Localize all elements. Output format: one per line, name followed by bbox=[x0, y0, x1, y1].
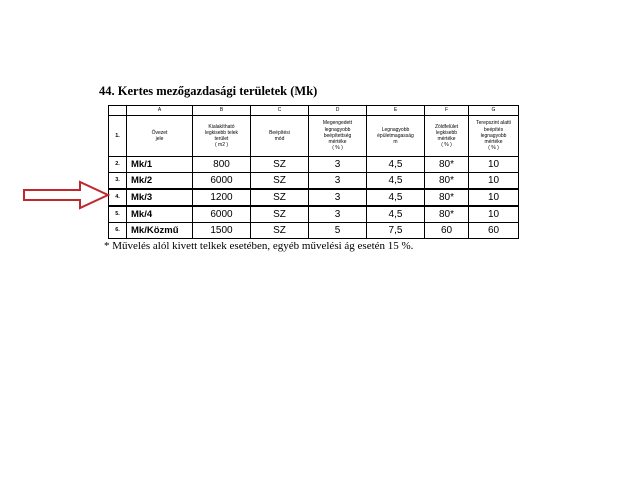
green-cell: 80* bbox=[425, 206, 469, 223]
height-cell: 4,5 bbox=[367, 157, 425, 173]
mode-cell: SZ bbox=[251, 189, 309, 206]
area-cell: 800 bbox=[193, 157, 251, 173]
column-header-underground: Terepszint alatti beépítés legnagyobb mértéke ( % ) bbox=[469, 116, 519, 157]
table-row bbox=[109, 173, 519, 190]
corner-cell bbox=[109, 106, 127, 116]
column-header-mode: Beépítési mód bbox=[251, 116, 309, 157]
table-row-highlighted bbox=[109, 189, 519, 206]
zone-cell: Mk/2 bbox=[127, 173, 193, 190]
column-header-height: Legnagyobb épületmagasság m bbox=[367, 116, 425, 157]
area-cell: 6000 bbox=[193, 173, 251, 190]
density-cell: 5 bbox=[309, 223, 367, 239]
height-cell: 7,5 bbox=[367, 223, 425, 239]
column-letter-row bbox=[109, 106, 519, 116]
zone-cell: Mk/4 bbox=[127, 206, 193, 223]
underground-cell: 60 bbox=[469, 223, 519, 239]
row-number: 4. bbox=[109, 189, 127, 206]
row-number: 2. bbox=[109, 157, 127, 173]
green-cell: 80* bbox=[425, 173, 469, 190]
density-cell: 3 bbox=[309, 189, 367, 206]
column-letter: C bbox=[251, 106, 309, 116]
area-cell: 1500 bbox=[193, 223, 251, 239]
table-row bbox=[109, 157, 519, 173]
row-number: 1. bbox=[109, 116, 127, 157]
column-header-zone: Övezet jele bbox=[127, 116, 193, 157]
density-cell: 3 bbox=[309, 206, 367, 223]
mode-cell: SZ bbox=[251, 173, 309, 190]
height-cell: 4,5 bbox=[367, 189, 425, 206]
row-number: 5. bbox=[109, 206, 127, 223]
header-row bbox=[109, 116, 519, 157]
column-letter: E bbox=[367, 106, 425, 116]
height-cell: 4,5 bbox=[367, 173, 425, 190]
row-number: 3. bbox=[109, 173, 127, 190]
mode-cell: SZ bbox=[251, 206, 309, 223]
underground-cell: 10 bbox=[469, 173, 519, 190]
mode-cell: SZ bbox=[251, 223, 309, 239]
column-letter: D bbox=[309, 106, 367, 116]
table-row bbox=[109, 206, 519, 223]
density-cell: 3 bbox=[309, 173, 367, 190]
footnote: * Művelés alól kivett telkek esetében, egyéb művelési ág esetén 15 %. bbox=[104, 240, 414, 252]
column-header-green: Zöldfelület legkisebb mértéke ( % ) bbox=[425, 116, 469, 157]
density-cell: 3 bbox=[309, 157, 367, 173]
underground-cell: 10 bbox=[469, 206, 519, 223]
height-cell: 4,5 bbox=[367, 206, 425, 223]
zone-cell: Mk/Közmű bbox=[127, 223, 193, 239]
column-letter: B bbox=[193, 106, 251, 116]
column-letter: F bbox=[425, 106, 469, 116]
underground-cell: 10 bbox=[469, 157, 519, 173]
area-cell: 1200 bbox=[193, 189, 251, 206]
green-cell: 80* bbox=[425, 157, 469, 173]
zone-cell: Mk/3 bbox=[127, 189, 193, 206]
column-letter: A bbox=[127, 106, 193, 116]
column-header-density: Megengedett legnagyobb beépítettség mértéke ( % ) bbox=[309, 116, 367, 157]
green-cell: 80* bbox=[425, 189, 469, 206]
column-header-area: Kialakítható legkisebb telek terület ( m2 ) bbox=[193, 116, 251, 157]
row-number: 6. bbox=[109, 223, 127, 239]
green-cell: 60 bbox=[425, 223, 469, 239]
section-title: 44. Kertes mezőgazdasági területek (Mk) bbox=[99, 84, 318, 98]
column-letter: G bbox=[469, 106, 519, 116]
zone-cell: Mk/1 bbox=[127, 157, 193, 173]
mode-cell: SZ bbox=[251, 157, 309, 173]
regulations-table bbox=[108, 105, 519, 239]
table-row bbox=[109, 223, 519, 239]
underground-cell: 10 bbox=[469, 189, 519, 206]
right-arrow-icon bbox=[22, 180, 112, 210]
area-cell: 6000 bbox=[193, 206, 251, 223]
arrow-shape bbox=[24, 182, 108, 208]
